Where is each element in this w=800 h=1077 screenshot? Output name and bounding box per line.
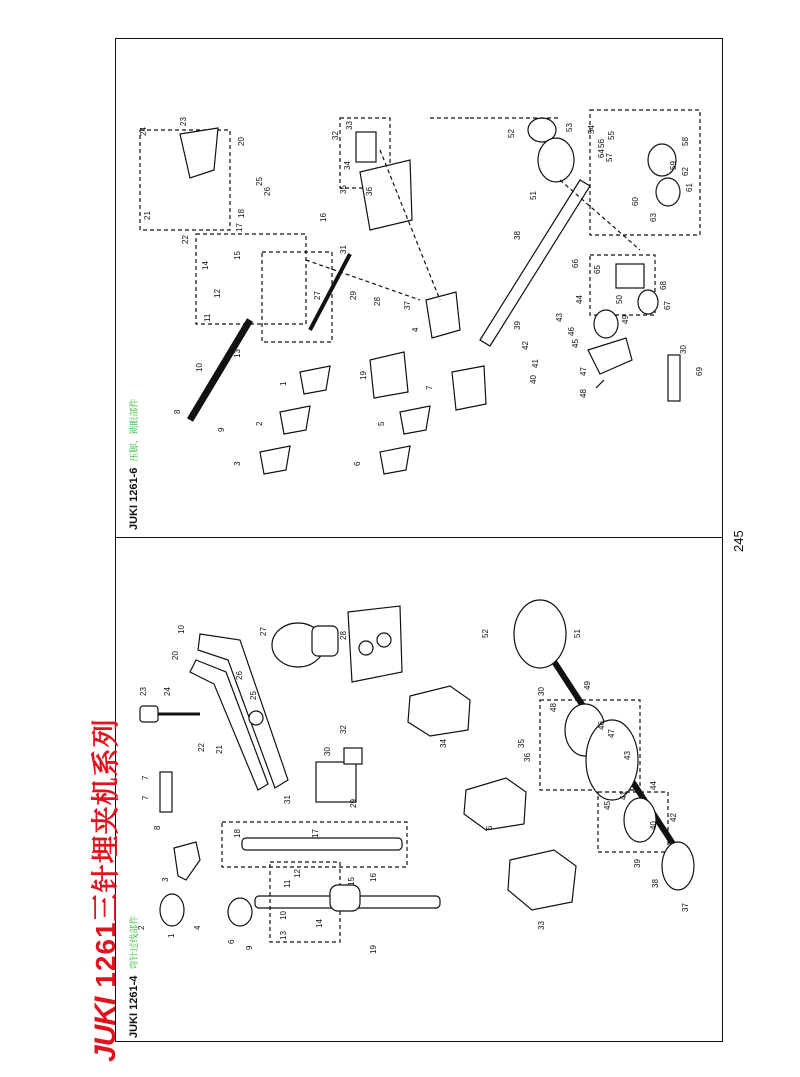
callout-number: 51 <box>573 629 582 638</box>
callout-number: 41 <box>531 359 540 368</box>
callout-number: 19 <box>369 945 378 954</box>
callout-number: 48 <box>579 389 588 398</box>
callout-number: 52 <box>507 129 516 138</box>
section-model: JUKI 1261-6 <box>128 467 140 530</box>
collar-16 <box>330 885 360 911</box>
callout-number: 8 <box>153 825 162 830</box>
callout-number: 31 <box>339 245 348 254</box>
callout-number: 65 <box>593 265 602 274</box>
callout-number: 7 <box>425 385 434 390</box>
presser-foot-35 <box>508 850 576 910</box>
callout-number: 30 <box>323 747 332 756</box>
callout-number: 10 <box>177 625 186 634</box>
section-sublabel: 弯针过线部件 <box>129 915 139 970</box>
bracket-30 <box>316 762 356 802</box>
presser-foot-6 <box>464 778 526 830</box>
callout-number: 4 <box>193 925 202 930</box>
callout-number: 59 <box>669 161 678 170</box>
callout-number: 55 <box>607 131 616 140</box>
callout-number: 32 <box>331 131 340 140</box>
callout-number: 28 <box>373 297 382 306</box>
callout-number: 40 <box>649 821 658 830</box>
pulley-52 <box>514 600 566 668</box>
callout-number: 28 <box>339 631 348 640</box>
callout-number: 56 <box>597 139 606 148</box>
callout-number: 35 <box>339 185 348 194</box>
block-20 <box>180 128 218 178</box>
callout-number: 67 <box>663 301 672 310</box>
callout-number: 52 <box>481 629 490 638</box>
callout-number: 32 <box>339 725 348 734</box>
callout-number: 25 <box>249 691 258 700</box>
callout-number: 18 <box>237 209 246 218</box>
callout-number: 51 <box>529 191 538 200</box>
callout-number: 39 <box>513 321 522 330</box>
callout-number: 7 <box>141 795 150 800</box>
callout-number: 13 <box>279 931 288 940</box>
callout-number: 37 <box>403 301 412 310</box>
callout-number: 16 <box>319 213 328 222</box>
page-title: 1261三针埋夹机系列 <box>90 718 121 988</box>
callout-number: 61 <box>685 183 694 192</box>
callout-number: 53 <box>565 123 574 132</box>
callout-number: 43 <box>555 313 564 322</box>
callout-number: 24 <box>163 687 172 696</box>
callout-number: 29 <box>349 799 358 808</box>
callout-number: 9 <box>245 945 254 950</box>
callout-number: 45 <box>571 339 580 348</box>
lever-3 <box>174 842 200 880</box>
callout-number: 6 <box>227 939 236 944</box>
callout-number: 25 <box>255 177 264 186</box>
callout-number: 20 <box>171 651 180 660</box>
pulley-39 <box>662 842 694 890</box>
callout-number: 62 <box>681 167 690 176</box>
callout-number: 50 <box>615 295 624 304</box>
callout-number: 27 <box>313 291 322 300</box>
callout-number: 14 <box>315 919 324 928</box>
callout-number: 60 <box>631 197 640 206</box>
callout-number: 45 <box>603 801 612 810</box>
callout-number: 11 <box>203 313 212 322</box>
callout-number: 4 <box>411 327 420 332</box>
callout-number: 48 <box>549 703 558 712</box>
callout-number: 46 <box>567 327 576 336</box>
callout-number: 26 <box>263 187 272 196</box>
callout-number: 69 <box>695 367 704 376</box>
callout-number: 68 <box>659 281 668 290</box>
callout-number: 36 <box>365 187 374 196</box>
callout-number: 7 <box>141 775 150 780</box>
juki-logo: JUKI <box>89 997 122 1062</box>
callout-number: 34 <box>439 739 448 748</box>
callout-number: 33 <box>345 121 354 130</box>
callout-number: 3 <box>161 877 170 882</box>
foot-7 <box>452 366 486 410</box>
screw-head-24 <box>140 706 158 722</box>
callout-number: 31 <box>283 795 292 804</box>
callout-number: 1 <box>167 933 176 938</box>
callout-number: 3 <box>233 461 242 466</box>
callout-number: 15 <box>347 877 356 886</box>
callout-number: 8 <box>173 409 182 414</box>
callout-number: 10 <box>195 363 204 372</box>
callout-number: 47 <box>579 367 588 376</box>
callout-number: 36 <box>523 753 532 762</box>
callout-number: 34 <box>343 161 352 170</box>
callout-number: 39 <box>633 859 642 868</box>
callout-number: 64 <box>597 149 606 158</box>
callout-number: 29 <box>349 291 358 300</box>
callout-number: 2 <box>255 421 264 426</box>
callout-number: 42 <box>521 341 530 350</box>
callout-number: 33 <box>537 921 546 930</box>
callout-number: 16 <box>369 873 378 882</box>
bushing-1 <box>160 894 184 926</box>
callout-number: 22 <box>181 235 190 244</box>
callout-number: 40 <box>529 375 538 384</box>
foot-19 <box>370 352 408 398</box>
page-number: 245 <box>731 530 746 552</box>
callout-number: 30 <box>679 345 688 354</box>
callout-number: 27 <box>259 627 268 636</box>
presser-foot-37 <box>408 686 470 736</box>
callout-number: 35 <box>517 739 526 748</box>
bolt-69 <box>668 355 680 401</box>
callout-number: 13 <box>233 349 242 358</box>
foot-4 <box>426 292 460 338</box>
callout-number: 14 <box>201 261 210 270</box>
ring-9 <box>228 898 252 926</box>
callout-number: 19 <box>359 371 368 380</box>
callout-number: 44 <box>575 295 584 304</box>
callout-number: 37 <box>681 903 690 912</box>
dashed-box-upper-left <box>196 234 306 324</box>
callout-number: 57 <box>605 153 614 162</box>
callout-number: 9 <box>217 427 226 432</box>
callout-number: 15 <box>233 251 242 260</box>
callout-number: 41 <box>619 791 628 800</box>
plate-29 <box>348 606 402 682</box>
callout-number: 44 <box>649 781 658 790</box>
nut-26 <box>249 711 263 725</box>
callout-number: 38 <box>651 879 660 888</box>
callout-number: 38 <box>513 231 522 240</box>
callout-number: 22 <box>197 743 206 752</box>
section-model: JUKI 1261-4 <box>128 975 140 1038</box>
callout-number: 12 <box>213 289 222 298</box>
callout-number: 21 <box>143 211 152 220</box>
section-sublabel: 压脚、锁眼部件 <box>129 398 139 462</box>
callout-number: 23 <box>139 687 148 696</box>
callout-number: 66 <box>571 259 580 268</box>
callout-number: 10 <box>279 911 288 920</box>
callout-number: 5 <box>377 421 386 426</box>
callout-number: 21 <box>215 745 224 754</box>
lever-20 <box>198 634 288 788</box>
callout-number: 23 <box>179 117 188 126</box>
callout-number: 30 <box>537 687 546 696</box>
callout-number: 5 <box>485 825 494 830</box>
callout-number: 43 <box>623 751 632 760</box>
callout-number: 49 <box>621 315 630 324</box>
callout-number: 49 <box>583 681 592 690</box>
callout-number: 1 <box>279 381 288 386</box>
callout-number: 54 <box>587 125 596 134</box>
bar-7 <box>160 772 172 812</box>
shaft-18 <box>242 838 402 850</box>
callout-number: 12 <box>293 869 302 878</box>
callout-number: 24 <box>139 127 148 136</box>
callout-number: 20 <box>237 137 246 146</box>
callout-number: 42 <box>669 813 678 822</box>
callout-number: 26 <box>235 671 244 680</box>
callout-number: 58 <box>681 137 690 146</box>
callout-number: 63 <box>649 213 658 222</box>
callout-number: 17 <box>235 223 244 232</box>
callout-number: 6 <box>353 461 362 466</box>
callout-number: 46 <box>597 721 606 730</box>
callout-number: 47 <box>607 729 616 738</box>
callout-number: 2 <box>137 925 146 930</box>
callout-number: 18 <box>233 829 242 838</box>
callout-number: 17 <box>311 829 320 838</box>
callout-number: 11 <box>283 879 292 888</box>
